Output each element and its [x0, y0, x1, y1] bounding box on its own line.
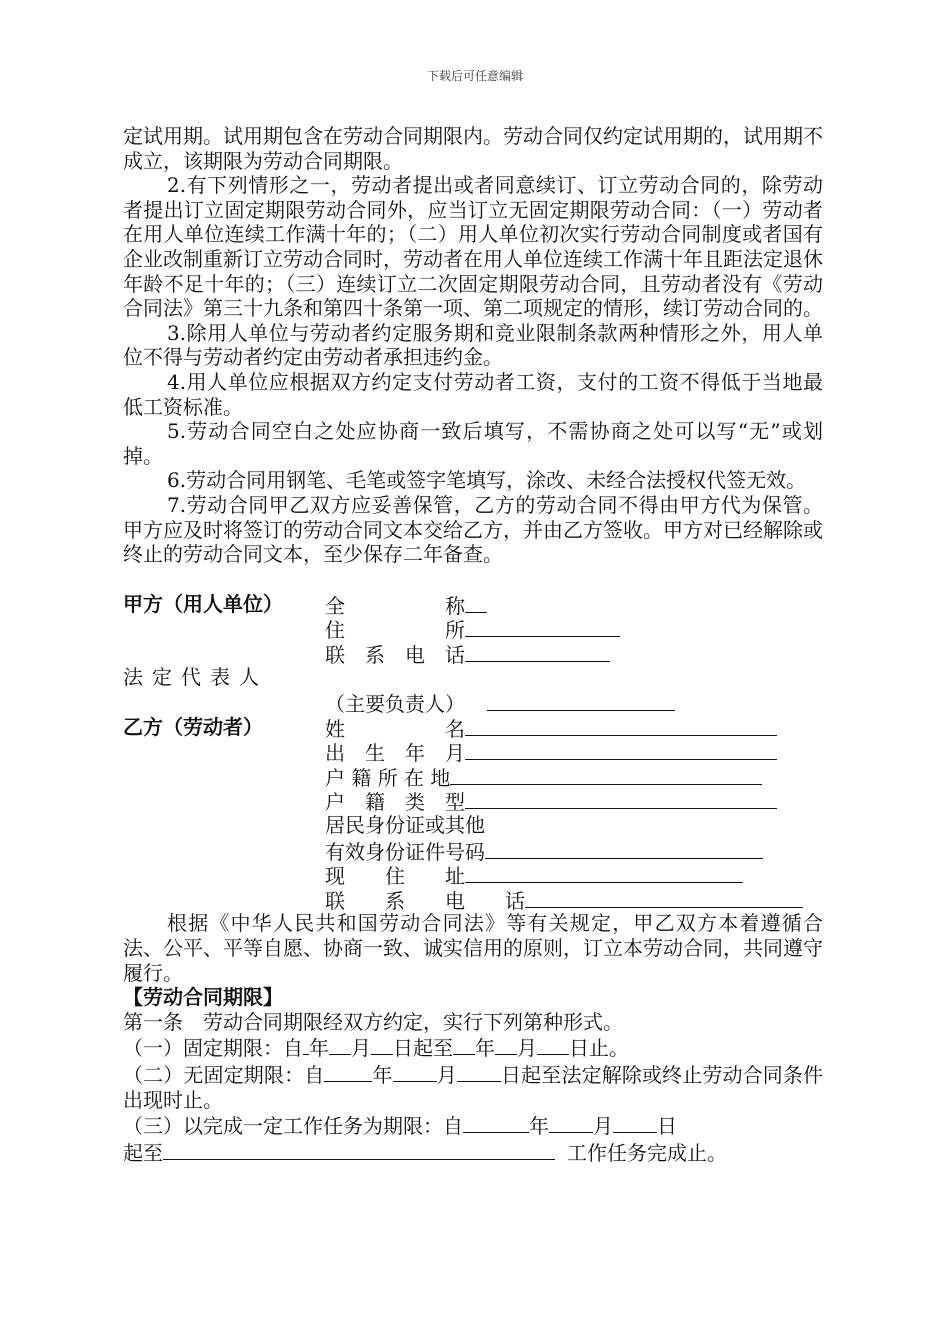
option-1-end-month-blank[interactable] — [495, 1034, 517, 1055]
preamble: 根据《中华人民共和国劳动合同法》等有关规定，甲乙双方本着遵循合法、公平、平等自愿、协商一致、诚实信用的原则，订立本劳动合同，共同遵守履行。 — [123, 911, 823, 985]
option-3-text: （三）以完成一定工作任务为期限：自 — [123, 1114, 463, 1139]
option-2-month: 月 — [436, 1062, 457, 1087]
option-task-term-end — [123, 1139, 823, 1166]
section-title: 【劳动合同期限】 — [123, 985, 283, 1010]
option-3-month-blank[interactable] — [549, 1112, 593, 1133]
option-1-end: 日止。 — [569, 1036, 629, 1061]
option-1-end-year-blank[interactable] — [453, 1034, 475, 1055]
party-b-phone-label: 联 系 电 话 — [325, 888, 525, 913]
party-b-id-label-1: 居民身份证或其他 — [325, 813, 485, 838]
party-b-hukou-label: 户 籍 所 在 地 — [325, 765, 451, 790]
party-b-birth-label: 出 生 年 月 — [325, 741, 465, 766]
party-a-section — [123, 592, 823, 715]
option-3-year: 年 — [529, 1114, 549, 1139]
option-1-end-day-blank[interactable] — [537, 1034, 569, 1055]
option-fixed-term — [123, 1034, 823, 1061]
party-b-birth-blank[interactable] — [465, 739, 777, 760]
option-2-year-blank[interactable] — [324, 1061, 372, 1082]
party-a-name-label: 全 称 — [325, 593, 465, 618]
option-1-month-blank[interactable] — [329, 1034, 351, 1055]
party-b-hukou-blank[interactable] — [450, 764, 762, 785]
option-1-month: 月 — [351, 1036, 371, 1061]
party-a-address-blank[interactable] — [465, 616, 620, 637]
party-a-address-label: 住 所 — [325, 618, 465, 643]
paragraph-6: 6.劳动合同用钢笔、毛笔或签字笔填写，涂改、未经合法授权代签无效。 — [167, 468, 807, 493]
party-b-section — [123, 715, 823, 912]
option-3-year-blank[interactable] — [463, 1112, 529, 1133]
party-b-id-blank[interactable] — [485, 838, 763, 859]
paragraph-3: 3.除用人单位与劳动者约定服务期和竞业限制条款两种情形之外，用人单位不得与劳动者约定由劳动者承担违约金。 — [123, 320, 823, 370]
option-1-day-blank[interactable] — [371, 1034, 393, 1055]
option-3-day: 日 — [657, 1114, 677, 1139]
party-b-name-blank[interactable] — [465, 715, 777, 736]
option-3-end: 工作任务完成止。 — [567, 1140, 727, 1165]
party-a-label: 甲方（用人单位） — [123, 591, 283, 616]
party-b-name-label: 姓 名 — [325, 716, 465, 741]
paragraph-5: 5.劳动合同空白之处应协商一致后填写，不需协商之处可以写“无”或划掉。 — [123, 419, 823, 468]
legal-rep-sub-label: （主要负责人） — [325, 692, 465, 717]
option-3-day-blank[interactable] — [613, 1112, 657, 1133]
option-1-end-year: 年 — [475, 1036, 495, 1061]
option-2-rest: 日起至法定解除或终止劳动合同条件出现时止。 — [123, 1062, 824, 1112]
party-b-phone-blank[interactable] — [525, 887, 803, 908]
legal-rep-blank[interactable] — [487, 690, 675, 711]
option-2-day-blank[interactable] — [457, 1061, 501, 1082]
legal-rep-label: 法定代表人 — [123, 665, 268, 690]
paragraph-1: 定试用期。试用期包含在劳动合同期限内。劳动合同仅约定试用期的，试用期不成立，该期限为劳动合同期限。 — [123, 124, 823, 173]
party-b-id-label-2: 有效身份证件号码 — [325, 839, 485, 864]
party-b-hukou-type-blank[interactable] — [465, 788, 777, 809]
paragraph-4: 4.用人单位应根据双方约定支付劳动者工资，支付的工资不得低于当地最低工资标准。 — [123, 369, 823, 419]
paragraph-7: 7.劳动合同甲乙双方应妥善保管，乙方的劳动合同不得由甲方代为保管。甲方应及时将签订的劳动合同文本交给乙方，并由乙方签收。甲方对已经解除或终止的劳动合同文本，至少保存二年备查。 — [123, 492, 823, 567]
option-open-term — [123, 1061, 823, 1112]
option-1-end-month: 月 — [517, 1036, 537, 1061]
option-1-year: 年 — [309, 1036, 329, 1061]
option-3-to: 起至 — [123, 1140, 163, 1165]
option-2-year: 年 — [372, 1062, 393, 1087]
option-3-month: 月 — [593, 1114, 613, 1139]
party-a-phone-label: 联 系 电 话 — [325, 642, 465, 667]
option-2-month-blank[interactable] — [393, 1061, 437, 1082]
party-a-name-blank[interactable] — [465, 592, 487, 613]
party-a-phone-blank[interactable] — [465, 641, 610, 662]
party-b-address-label: 现 住 址 — [325, 864, 465, 889]
party-b-hukou-type-label: 户 籍 类 型 — [325, 790, 465, 815]
document-body — [123, 124, 823, 1165]
article-1: 第一条 劳动合同期限经双方约定，实行下列第种形式。 — [123, 1009, 623, 1034]
option-1-to: 日起至 — [393, 1036, 453, 1061]
option-1-text: （一）固定期限：自 — [123, 1036, 303, 1061]
paragraph-2: 2.有下列情形之一，劳动者提出或者同意续订、订立劳动合同的，除劳动者提出订立固定期限劳动合同外，应当订立无固定期限劳动合同：（一）劳动者在用人单位连续工作满十年的；（二）用人单位初次实行劳动合同制度或者国有企业改制重新订立劳动合同时，劳动者在用人单位连续工作满十年且距法定退休年龄不足十年的；（三）连续订立二次固定期限劳动合同，且劳动者没有《劳动合同法》第三十九条和第四十条第一项、第二项规定的情形，续订劳动合同的。 — [123, 173, 823, 321]
party-b-label: 乙方（劳动者） — [123, 714, 263, 739]
option-task-term — [123, 1112, 823, 1139]
page-header: 下载后可任意编辑 — [426, 69, 523, 83]
option-2-text: （二）无固定期限：自 — [123, 1062, 325, 1087]
option-3-task-blank[interactable] — [163, 1139, 555, 1160]
party-b-address-blank[interactable] — [465, 862, 743, 883]
